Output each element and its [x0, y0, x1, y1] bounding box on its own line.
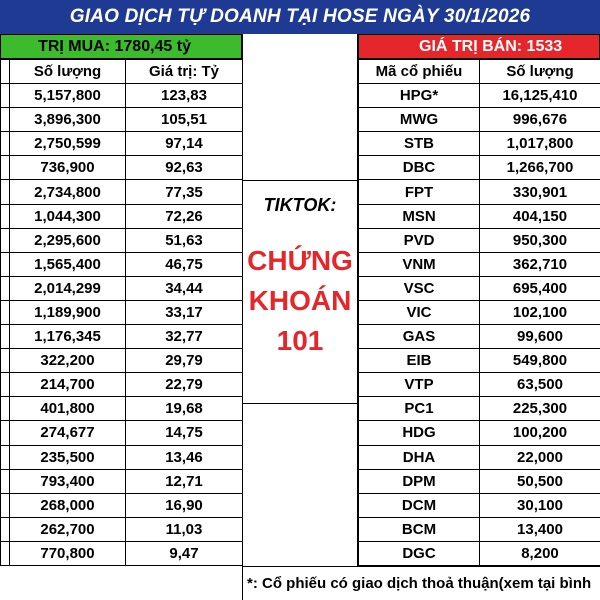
sell-qty-cell: 225,300 [480, 397, 600, 421]
brand-line-2: KHOÁN [248, 285, 352, 316]
sell-table-header-row [359, 60, 600, 84]
table-row [359, 108, 600, 132]
table-row [359, 132, 600, 156]
table-row [359, 469, 600, 493]
table-row [359, 156, 600, 180]
sell-qty-cell: 695,400 [480, 276, 600, 300]
sell-code-cell: DCM [359, 493, 480, 517]
sell-code-cell: FPT [359, 180, 480, 204]
table-row [1, 397, 243, 421]
sell-code-cell: DPM [359, 469, 480, 493]
table-row [359, 180, 600, 204]
buy-qty-cell: 1,176,345 [10, 325, 126, 349]
sell-qty-cell: 30,100 [480, 493, 600, 517]
buy-qty-cell: 262,700 [10, 517, 126, 541]
page-title-text: GIAO DỊCH TỰ DOANH TẠI HOSE NGÀY 30/1/2026 [69, 6, 531, 27]
sell-qty-cell: 8,200 [480, 541, 600, 565]
table-row [359, 541, 600, 565]
table-row [359, 397, 600, 421]
footnote-text: *: Cổ phiếu có giao dịch thoả thuận(xem tại bình [247, 575, 592, 592]
table-row [1, 276, 243, 300]
sell-qty-cell: 22,000 [480, 445, 600, 469]
center-column [242, 34, 358, 566]
buy-panel [0, 34, 242, 566]
buy-qty-cell: 2,295,600 [10, 228, 126, 252]
buy-code-cell [1, 373, 10, 397]
table-row [1, 517, 243, 541]
sell-qty-cell: 330,901 [480, 180, 600, 204]
buy-table-header-row [1, 60, 243, 84]
sell-code-cell: EIB [359, 349, 480, 373]
table-row [1, 204, 243, 228]
buy-qty-cell: 1,189,900 [10, 300, 126, 324]
buy-value-cell: 51,63 [126, 228, 243, 252]
buy-total-label: TRỊ MUA: 1780,45 tỷ [38, 37, 191, 55]
page-title [0, 0, 600, 34]
buy-value-cell: 16,90 [126, 493, 243, 517]
sell-qty-cell: 99,600 [480, 325, 600, 349]
table-row [359, 276, 600, 300]
buy-code-cell [1, 228, 10, 252]
sell-qty-cell: 16,125,410 [480, 84, 600, 108]
sell-table [358, 59, 600, 566]
sell-code-cell: BCM [359, 517, 480, 541]
table-row [359, 517, 600, 541]
buy-qty-cell: 268,000 [10, 493, 126, 517]
buy-qty-cell: 1,044,300 [10, 204, 126, 228]
buy-code-cell [1, 541, 10, 565]
buy-qty-cell: 1,565,400 [10, 252, 126, 276]
table-row [359, 325, 600, 349]
buy-code-cell [1, 180, 10, 204]
sell-qty-cell: 13,400 [480, 517, 600, 541]
sell-qty-cell: 404,150 [480, 204, 600, 228]
buy-value-cell: 123,83 [126, 84, 243, 108]
buy-code-cell [1, 84, 10, 108]
buy-qty-cell: 235,500 [10, 445, 126, 469]
buy-value-cell: 77,35 [126, 180, 243, 204]
table-row [359, 300, 600, 324]
sell-code-cell: VNM [359, 252, 480, 276]
buy-value-cell: 22,79 [126, 373, 243, 397]
buy-code-cell [1, 300, 10, 324]
sell-code-cell: DBC [359, 156, 480, 180]
sell-header-code: Mã cổ phiếu [359, 60, 480, 84]
sell-code-cell: GAS [359, 325, 480, 349]
buy-qty-cell: 2,734,800 [10, 180, 126, 204]
sell-code-cell: HPG* [359, 84, 480, 108]
buy-value-cell: 34,44 [126, 276, 243, 300]
buy-qty-cell: 3,896,300 [10, 108, 126, 132]
table-row [1, 421, 243, 445]
table-row [1, 469, 243, 493]
buy-header-code-cell [1, 60, 10, 84]
sell-qty-cell: 996,676 [480, 108, 600, 132]
table-row [359, 445, 600, 469]
sell-qty-cell: 950,300 [480, 228, 600, 252]
table-row [359, 252, 600, 276]
table-row [359, 228, 600, 252]
table-row [359, 421, 600, 445]
buy-value-cell: 92,63 [126, 156, 243, 180]
sell-header-qty: Số lượng [480, 60, 600, 84]
buy-qty-cell: 736,900 [10, 156, 126, 180]
table-row [359, 204, 600, 228]
sell-qty-cell: 100,200 [480, 421, 600, 445]
buy-code-cell [1, 349, 10, 373]
sell-qty-cell: 1,266,700 [480, 156, 600, 180]
table-row [1, 156, 243, 180]
buy-value-cell: 19,68 [126, 397, 243, 421]
buy-code-cell [1, 156, 10, 180]
buy-qty-cell: 2,750,599 [10, 132, 126, 156]
sell-code-cell: VTP [359, 373, 480, 397]
table-row [1, 108, 243, 132]
brand-line-3: 101 [276, 325, 324, 356]
buy-value-cell: 72,26 [126, 204, 243, 228]
table-row [359, 493, 600, 517]
tiktok-label: TIKTOK: [263, 195, 337, 215]
sell-code-cell: HDG [359, 421, 480, 445]
sell-code-cell: PVD [359, 228, 480, 252]
buy-value-cell: 33,17 [126, 300, 243, 324]
table-row [1, 132, 243, 156]
sell-code-cell: MSN [359, 204, 480, 228]
buy-code-cell [1, 445, 10, 469]
table-row [1, 300, 243, 324]
buy-qty-cell: 322,200 [10, 349, 126, 373]
buy-qty-cell: 274,677 [10, 421, 126, 445]
sell-qty-cell: 102,100 [480, 300, 600, 324]
buy-code-cell [1, 469, 10, 493]
brand-line-1: CHỨNG [247, 245, 353, 276]
buy-code-cell [1, 397, 10, 421]
buy-value-cell: 9,47 [126, 541, 243, 565]
buy-value-cell: 13,46 [126, 445, 243, 469]
buy-code-cell [1, 252, 10, 276]
buy-qty-cell: 5,157,800 [10, 84, 126, 108]
buy-value-cell: 14,75 [126, 421, 243, 445]
buy-value-cell: 11,03 [126, 517, 243, 541]
buy-qty-cell: 770,800 [10, 541, 126, 565]
sell-code-cell: VIC [359, 300, 480, 324]
buy-value-cell: 97,14 [126, 132, 243, 156]
buy-table [0, 59, 243, 566]
sell-total-label: GIÁ TRỊ BÁN: 1533 [419, 37, 563, 55]
buy-table-body [1, 84, 243, 566]
buy-code-cell [1, 276, 10, 300]
brand-text [243, 241, 357, 361]
buy-header-qty: Số lượng [10, 60, 126, 84]
table-row [1, 445, 243, 469]
footnote [242, 566, 600, 600]
sell-qty-cell: 549,800 [480, 349, 600, 373]
buy-qty-cell: 214,700 [10, 373, 126, 397]
sell-qty-cell: 50,500 [480, 469, 600, 493]
buy-code-cell [1, 204, 10, 228]
sell-code-cell: MWG [359, 108, 480, 132]
buy-code-cell [1, 132, 10, 156]
buy-value-cell: 29,79 [126, 349, 243, 373]
buy-value-cell: 46,75 [126, 252, 243, 276]
buy-value-cell: 32,77 [126, 325, 243, 349]
table-row [1, 349, 243, 373]
table-row [1, 541, 243, 565]
buy-code-cell [1, 108, 10, 132]
table-row [1, 84, 243, 108]
buy-value-cell: 12,71 [126, 469, 243, 493]
sell-code-cell: STB [359, 132, 480, 156]
table-row [1, 228, 243, 252]
buy-qty-cell: 2,014,299 [10, 276, 126, 300]
sell-qty-cell: 362,710 [480, 252, 600, 276]
sell-code-cell: VSC [359, 276, 480, 300]
buy-qty-cell: 401,800 [10, 397, 126, 421]
table-row [359, 373, 600, 397]
sell-total-bar [358, 34, 600, 59]
sell-qty-cell: 1,017,800 [480, 132, 600, 156]
buy-header-value: Giá trị: Tỷ [126, 60, 243, 84]
buy-code-cell [1, 493, 10, 517]
table-row [359, 84, 600, 108]
table-row [1, 493, 243, 517]
buy-code-cell [1, 517, 10, 541]
buy-value-cell: 105,51 [126, 108, 243, 132]
sell-panel [358, 34, 600, 566]
sell-code-cell: DGC [359, 541, 480, 565]
table-row [1, 252, 243, 276]
promo-box [243, 180, 357, 404]
sell-qty-cell: 63,500 [480, 373, 600, 397]
buy-code-cell [1, 325, 10, 349]
buy-code-cell [1, 421, 10, 445]
buy-qty-cell: 793,400 [10, 469, 126, 493]
sell-code-cell: DHA [359, 445, 480, 469]
sell-table-body [359, 84, 600, 566]
buy-total-bar [0, 34, 242, 59]
table-row [359, 349, 600, 373]
table-row [1, 373, 243, 397]
table-row [1, 180, 243, 204]
sell-code-cell: PC1 [359, 397, 480, 421]
table-row [1, 325, 243, 349]
